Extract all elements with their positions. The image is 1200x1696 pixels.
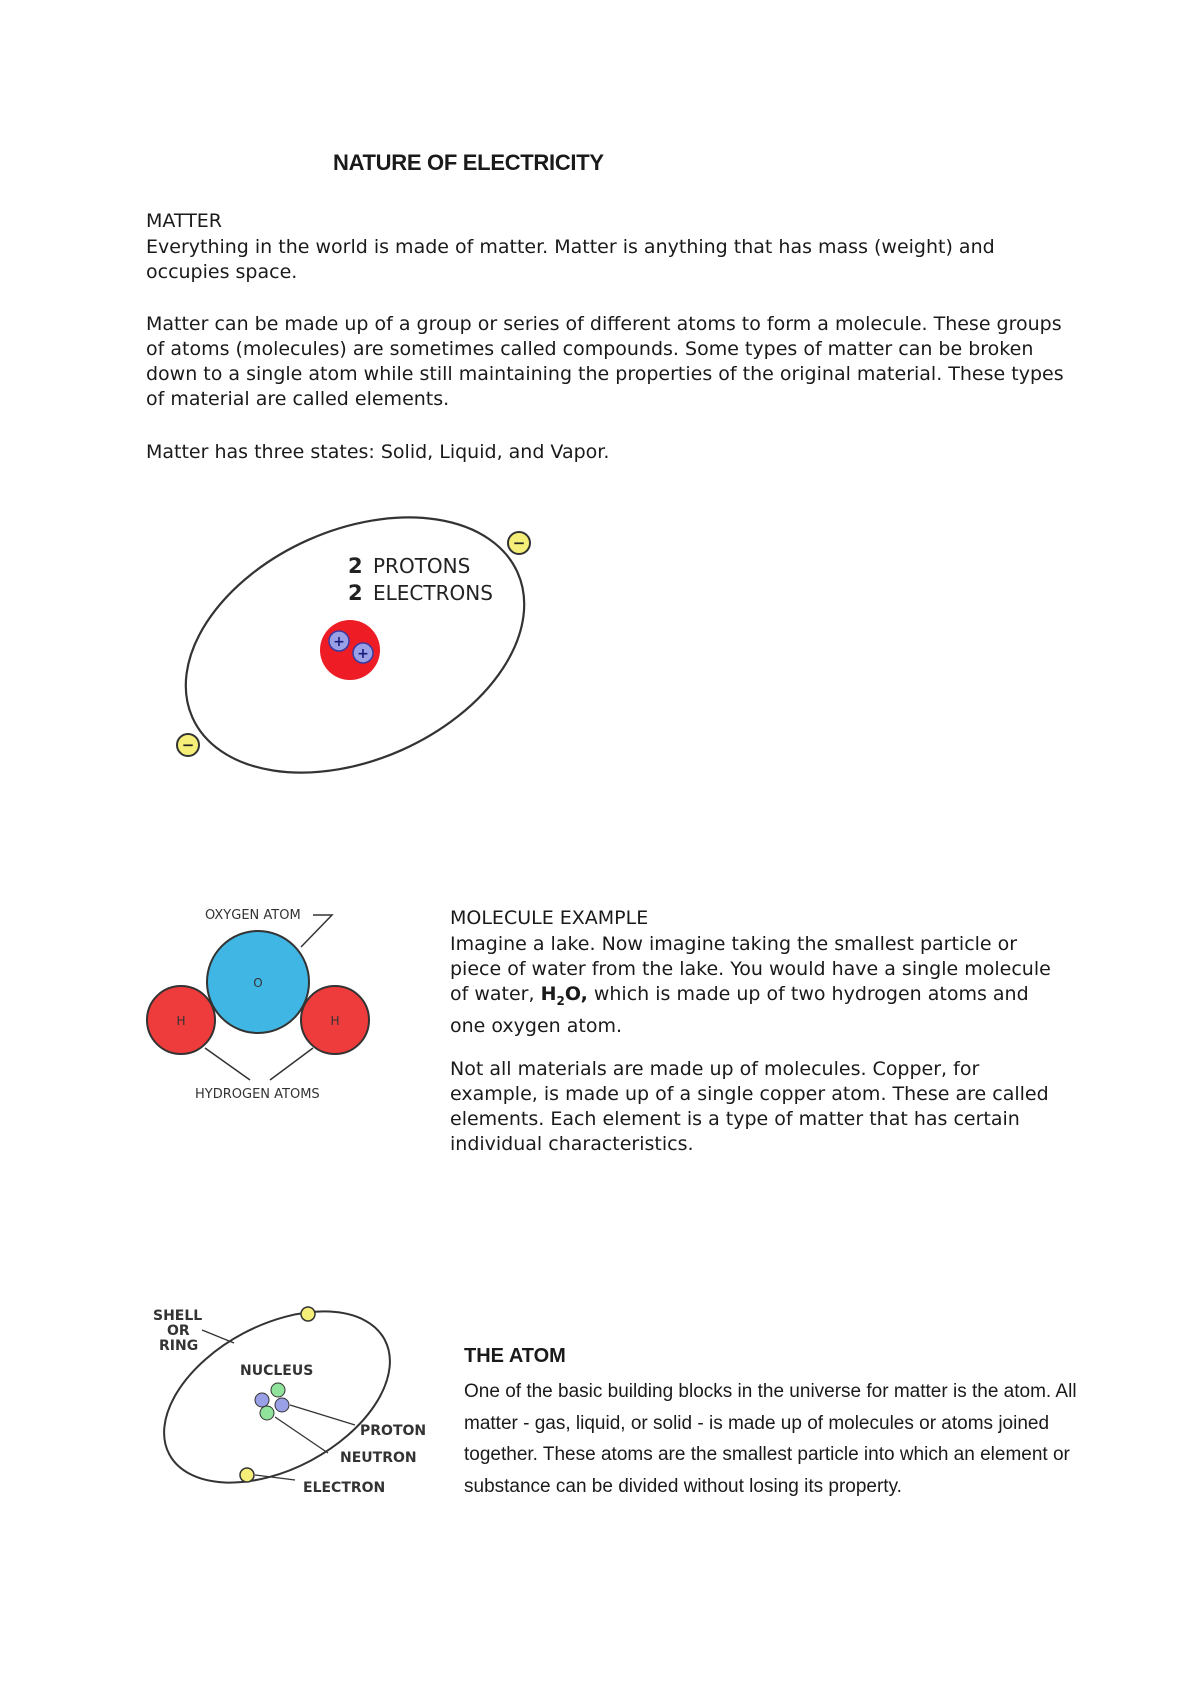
molecule-paragraph-2: Not all materials are made up of molecules. Copper, for example, is made up of a single copper atom. These are called elements. Each element is a type of matter that has certain individual characteristics. [450, 1058, 1049, 1155]
helium-atom-diagram [165, 505, 545, 795]
oxygen-symbol: O [253, 976, 263, 990]
electrons-label: ELECTRONS [373, 581, 493, 605]
protons-label: PROTONS [373, 554, 471, 578]
neutron-icon [260, 1406, 274, 1420]
atom-structure-diagram [150, 1305, 440, 1515]
electron-icon [240, 1468, 254, 1482]
proton-label: PROTON [360, 1423, 427, 1439]
atom-paragraph: One of the basic building blocks in the universe for matter is the atom. All matter - gas, liquid, or solid - is made up of molecules or atoms joined together. These atoms are the smallest particle into which an element or substance can be divided without losing its property. [464, 1381, 1077, 1497]
molecule-paragraph-1 [450, 932, 1070, 1039]
oxygen-atom-label: OXYGEN ATOM [205, 908, 301, 923]
hydrogen-atoms-label: HYDROGEN ATOMS [195, 1087, 320, 1102]
nucleus-label: NUCLEUS [240, 1363, 314, 1379]
molecule-text-after: which is made up of two hydrogen atoms and one oxygen atom. [450, 983, 1029, 1037]
formula-subscript: 2 [556, 993, 565, 1008]
molecule-text-before: Imagine a lake. Now imagine taking the smallest particle or piece of water from the lake. You would have a single molecule of water, [450, 933, 1051, 1005]
proton-sign: + [357, 646, 369, 662]
hydrogen-pointer-left [205, 1048, 250, 1080]
formula-o: O, [564, 983, 588, 1005]
shell-label: SHELL [153, 1308, 203, 1324]
proton-sign: + [333, 634, 345, 650]
electron-sign: − [512, 534, 526, 552]
matter-paragraph-1: Everything in the world is made of matter. Matter is anything that has mass (weight) and occupies space. [146, 236, 995, 283]
electrons-count: 2 [348, 581, 363, 605]
molecule-heading: MOLECULE EXAMPLE [450, 907, 649, 929]
electron-label: ELECTRON [303, 1480, 386, 1496]
neutron-label: NEUTRON [340, 1450, 417, 1466]
hydrogen-symbol-right: H [330, 1014, 340, 1028]
hydrogen-symbol-left: H [176, 1014, 186, 1028]
water-formula [540, 983, 588, 1008]
ring-label: RING [159, 1338, 199, 1354]
electron-sign: − [181, 736, 195, 754]
protons-count: 2 [348, 554, 363, 578]
shell-pointer [202, 1330, 234, 1343]
proton-icon [275, 1398, 289, 1412]
or-label: OR [167, 1323, 190, 1339]
matter-paragraph-3: Matter has three states: Solid, Liquid, and Vapor. [146, 441, 610, 463]
formula-h: H [540, 983, 557, 1005]
neutron-pointer [275, 1417, 328, 1453]
oxygen-pointer-line [301, 915, 332, 947]
page-title: NATURE OF ELECTRICITY [333, 150, 604, 175]
proton-icon [255, 1393, 269, 1407]
water-molecule-diagram [145, 905, 385, 1105]
electron-icon [301, 1307, 315, 1321]
atom-heading: THE ATOM [464, 1345, 566, 1367]
proton-pointer [290, 1405, 355, 1425]
neutron-icon [271, 1383, 285, 1397]
matter-heading: MATTER [146, 210, 222, 232]
matter-paragraph-2: Matter can be made up of a group or series of different atoms to form a molecule. These groups of atoms (molecules) are sometimes called compounds. Some types of matter can be broken down to a single atom while still maintaining the properties of the original material. These types of material are called elements. [146, 313, 1064, 410]
hydrogen-pointer-right [270, 1048, 313, 1080]
